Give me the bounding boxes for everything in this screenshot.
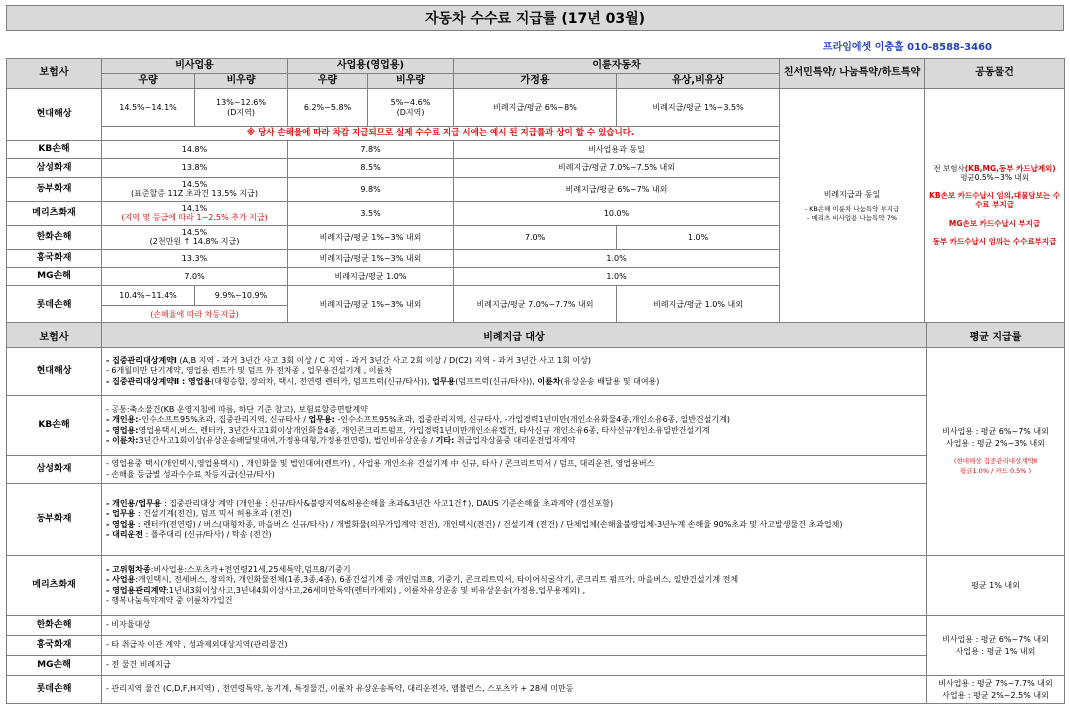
- header-avg: 평균 지급률: [927, 323, 1065, 348]
- target-label: - 집중관리대상계약Ⅱ : 영업용: [106, 376, 212, 386]
- table-row: [7, 348, 1065, 396]
- rate-value: 14.5%: [181, 179, 208, 189]
- rate-note: (표준할증 11Z 초과건 13.5% 지급): [130, 189, 259, 199]
- target-text: 3년간사고1회이상(유상운송배달및대여,가정용대형,가정용전연령), 법인비유상운송 /: [138, 435, 436, 445]
- target-text: (A,B 지역 - 과거 3년간 사고 3회 이상 / C 지역 - 과거 3년간 사고 2회 이상 / D(C2) 지역 - 과거 3년간 사고 1회 이상): [176, 355, 592, 365]
- target-line: [106, 426, 922, 436]
- joint-text: 전 보험사: [933, 164, 965, 174]
- rate-note: (손해율에 따라 차등지급): [102, 306, 288, 324]
- special-text: 비례지급과 동일: [823, 190, 881, 200]
- rate-cell: 1.0%: [454, 249, 780, 267]
- header-biz-own: 우량: [288, 74, 368, 89]
- rate-cell: [102, 201, 288, 225]
- insurer-name: 메리츠화재: [7, 201, 102, 225]
- target-label: - 업무용: [106, 509, 136, 519]
- special-note: - 메리츠 비사업용 나눔특약 7%: [807, 213, 898, 222]
- insurer-name: 현대해상: [7, 89, 102, 141]
- header-biz-nonown: 비우량: [368, 74, 454, 89]
- joint-line: [927, 165, 1062, 182]
- rate-cell: 9.8%: [288, 177, 454, 201]
- rate-value: 14.1%: [181, 203, 208, 213]
- target-text: :비사업용:스포츠카+전연령21세,25세특약,덤프8/기중기: [150, 564, 351, 574]
- header-insurer: 보험사: [7, 323, 102, 348]
- joint-line: KB손보 카드수납시 임의,대물담보는 수수료 부지급: [929, 191, 1060, 210]
- table-row: [7, 556, 1065, 616]
- rate-cell: [102, 177, 288, 201]
- table-row: [7, 636, 1065, 656]
- rate-cell: 1.0%: [617, 225, 780, 249]
- rate-cell: 10.4%~11.4%: [102, 286, 195, 306]
- target-label: - 영업용관리계약: [106, 585, 167, 595]
- insurer-name: 동부화재: [7, 177, 102, 201]
- header-insurer: 보험사: [7, 59, 102, 89]
- rate-cell: [368, 89, 454, 127]
- table-row: [7, 656, 1065, 676]
- avg-text: 비사업용 : 평균 7%~7.7% 내외: [938, 678, 1053, 688]
- insurer-name: 롯데손해: [7, 286, 102, 324]
- rate-cell: [102, 225, 288, 249]
- rate-cell: 비례지급/평균 6%~7% 내외: [454, 177, 780, 201]
- target-line: [106, 509, 922, 519]
- target-text: (유상운송 배달용 및 대여용): [560, 376, 660, 386]
- rate-cell: 13.8%: [102, 159, 288, 177]
- rate-cell: 9.9%~10.9%: [195, 286, 288, 306]
- target-text: 영업용택시,버스, 렌터카, 3년간사고1회이상개인화물4종, 개인콘크리트펌프, 가입경력1년미만개인소유캡건, 타사신규 개인소유6종, 타사신규개인소유일반건설기계: [138, 425, 710, 435]
- rate-note: (D지역): [396, 107, 425, 117]
- insurer-name: 한화손해: [7, 616, 102, 636]
- target-line: - 행복나눔특약계약 중 이륜차가입건: [106, 595, 233, 605]
- rate-cell: 1.0%: [454, 267, 780, 285]
- rate-cell: 6.2%~5.8%: [288, 89, 368, 127]
- insurer-name: 메리츠화재: [7, 556, 102, 616]
- rate-cell: 비례지급/평균 1.0%: [288, 267, 454, 285]
- target-text: -인수소프트95%초과, 집중관리지역, 신규타사 /: [138, 415, 309, 425]
- target-label: - 개인용:: [106, 415, 139, 425]
- target-label: - 대리운전: [106, 529, 144, 539]
- insurer-name: 흥국화재: [7, 636, 102, 656]
- insurer-name: KB손해: [7, 141, 102, 159]
- target-label: 기타:: [435, 435, 455, 445]
- rate-value: 14.5%: [181, 227, 208, 237]
- table-row: [7, 396, 1065, 456]
- header-home: 가정용: [454, 74, 617, 89]
- insurer-name: 현대해상: [7, 348, 102, 396]
- target-label: 업무용: [432, 376, 456, 386]
- target-label: - 영업용:: [106, 425, 139, 435]
- rate-cell: 7.8%: [288, 141, 454, 159]
- avg-text: 사업용 : 평균 1% 내외: [955, 646, 1036, 656]
- contact-info: 프라임에셋 이충흘 010-8588-3460: [822, 42, 992, 53]
- target-text: :1년내3회이상사고,3년내4회이상사고,26세미만특약(렌터카제외) , 이륜차유상운송 및 비유상운송(가정용,업무용제외) ,: [166, 585, 586, 595]
- insurer-name: 롯데손해: [7, 676, 102, 704]
- target-line: - 공통:축소물건(KB 운영지침에 따름, 하단 기준 참고), 보험료할증면탈계약: [106, 404, 368, 414]
- rate-cell: 13.3%: [102, 249, 288, 267]
- target-line: [106, 415, 922, 425]
- insurer-name: KB손해: [7, 396, 102, 456]
- rate-cell: 비례지급/평균 1%~3% 내외: [288, 225, 454, 249]
- joint-text: 평균0.5%~3% 내외: [960, 172, 1029, 182]
- target-line: [106, 436, 922, 446]
- avg-note-text: 평균1.0% / 카드 0.5% ): [959, 467, 1032, 476]
- special-notes: [782, 205, 922, 222]
- rate-value: 13%~12.6%: [216, 98, 266, 108]
- rate-cell: 비사업용과 동일: [454, 141, 780, 159]
- target-cell: - 관리지역 물건 (C,D,F,H지역) , 전연령특약, 농기계, 특정물건, 이륜차 유상운송특약, 대리운전자, 앰뷸런스, 스포츠카 + 28세 미만등: [102, 676, 927, 704]
- joint-text-red: (KB,MG,동부 카드납제외): [964, 164, 1056, 174]
- target-cell: [102, 396, 927, 456]
- header-target: 비례지급 대상: [102, 323, 927, 348]
- target-cell: [102, 556, 927, 616]
- joint-line: MG손보 카드수납시 부지급: [948, 218, 1041, 228]
- target-label: - 사업용: [106, 575, 136, 585]
- target-text: (덤프트럭(신규/타사)),: [455, 376, 538, 386]
- target-line: - 손해율 등급별 성과수수료 차등지급(신규/타사): [106, 469, 275, 479]
- target-cell: - 타 취급자 이관 계약 , 성과제외대상지역(관리물건): [102, 636, 927, 656]
- target-text: : 집중관리대상 계약 (개인용 : 신규/타사&불량지역&허용손해율 초과&3년간 사고1건↑), DAUS 기준손해율 초과계약 (갱신포함): [161, 498, 614, 508]
- avg-text: 사업용 : 평균 2%~3% 내외: [945, 438, 1046, 448]
- rate-cell: [195, 89, 288, 127]
- rate-value: 5%~4.6%: [390, 98, 431, 108]
- rate-note: (지역 및 등급에 따라 1~2.5% 추가 지급): [121, 213, 268, 223]
- avg-note: [931, 457, 1060, 477]
- target-text: : 건설기계(전건), 덤프 믹서 허용초과 (전건): [135, 509, 292, 519]
- avg-cell: [927, 676, 1065, 704]
- table-row: [7, 676, 1065, 704]
- header-joint: 공동물건: [925, 59, 1065, 89]
- target-line: [106, 565, 922, 575]
- table-row: [7, 616, 1065, 636]
- target-text: : 플주대리 (신규/타사) / 탁송 (전건): [143, 529, 272, 539]
- target-line: [106, 356, 922, 366]
- joint-cell: [925, 89, 1065, 324]
- target-line: [106, 499, 922, 509]
- insurer-name: 동부화재: [7, 484, 102, 556]
- header-paid: 유상,비유상: [617, 74, 780, 89]
- rate-cell: 7.0%: [102, 267, 288, 285]
- joint-line: 동부 카드수납시 임의는 수수료부지급: [932, 237, 1057, 247]
- rate-cell: 14.5%~14.1%: [102, 89, 195, 127]
- page-title: [6, 5, 1064, 31]
- target-text: (대형승합, 장의차, 택시, 전연령 렌터카, 덤프트럭(신규/타사)),: [211, 376, 433, 386]
- avg-note-text: (현대해상 집중관리대상계약Ⅱ: [953, 457, 1038, 466]
- target-label: - 이륜차:: [106, 435, 139, 445]
- notice-text: ※ 당사 손해율에 따라 차감 지급되므로 실제 수수료 지급 시에는 예시 된 지급률과 상이 할 수 있습니다.: [102, 127, 780, 141]
- rate-cell: 비례지급/평균 7.0%~7.5% 내외: [454, 159, 780, 177]
- rate-cell: 비례지급/평균 1.0% 내외: [617, 286, 780, 324]
- target-label: - 고위험차종: [106, 564, 151, 574]
- rate-cell: 비례지급/평균 1%~3% 내외: [288, 249, 454, 267]
- insurer-name: 삼성화재: [7, 159, 102, 177]
- rate-note: (D지역): [227, 107, 255, 117]
- header-nonbiz: 비사업용: [102, 59, 288, 74]
- target-cell: [102, 456, 927, 484]
- table-row: [7, 456, 1065, 484]
- rate-cell: 비례지급/평균 1%~3% 내외: [288, 286, 454, 324]
- rate-cell: 14.8%: [102, 141, 288, 159]
- target-label: - 영업용: [106, 519, 136, 529]
- rate-cell: 10.0%: [454, 201, 780, 225]
- insurer-name: MG손해: [7, 267, 102, 285]
- avg-cell: 평균 1% 내외: [927, 556, 1065, 616]
- target-text: :개인택시, 전세버스, 장의차, 개인화물전체(1종,3종,4종), 6종건설기계 중 개인덤프8, 기중기, 콘크리트믹서, 타이어식굴삭기, 콘크리트 펌프카, 마을버스, 일반건설기계 전체: [135, 575, 739, 585]
- table-row: [7, 89, 1065, 127]
- header-two-wheel: 이륜자동차: [454, 59, 780, 74]
- target-label: - 개인용/업무용: [106, 498, 162, 508]
- target-cell: [102, 348, 927, 396]
- target-line: [106, 586, 922, 596]
- header-biz: 사업용(영업용): [288, 59, 454, 74]
- proportional-payment-table: [6, 322, 1065, 704]
- target-text: 취급업자상품중 대리운전업자계약: [454, 435, 576, 445]
- page-title-text: 자동차 수수료 지급률 (17년 03월): [424, 11, 646, 27]
- target-line: [106, 575, 922, 585]
- rate-cell: 8.5%: [288, 159, 454, 177]
- target-line: [106, 377, 922, 387]
- header-nonown: 비우량: [195, 74, 288, 89]
- avg-text: 비사업용 : 평균 6%~7% 내외: [942, 427, 1049, 437]
- avg-text: 사업용 : 평균 2%~2.5% 내외: [942, 690, 1049, 700]
- target-label: 이륜차: [537, 376, 561, 386]
- target-cell: - 비자율대상: [102, 616, 927, 636]
- rate-cell: 7.0%: [454, 225, 617, 249]
- insurer-name: 한화손해: [7, 225, 102, 249]
- target-line: [106, 530, 922, 540]
- table-row: [7, 484, 1065, 556]
- rate-cell: 3.5%: [288, 201, 454, 225]
- insurer-name: 삼성화재: [7, 456, 102, 484]
- special-note: - KB손해 이륜차 나눔특약 부지급: [804, 205, 900, 214]
- target-label: - 집중관리대상계약Ⅰ: [106, 355, 177, 365]
- insurer-name: 흥국화재: [7, 249, 102, 267]
- rate-cell: 비례지급/평균 6%~8%: [454, 89, 617, 127]
- rate-cell: 비례지급/평균 7.0%~7.7% 내외: [454, 286, 617, 324]
- target-text: : 렌터카(전연령) / 버스(대형차종, 마을버스 신규/타사) / 개별화물(의무가입계약 전건), 개인택시(전건) / 건설기계 (전건) / 단체업체(손해율불량업체-3년누계 손해율 90%초과 및 사고발생물건 초과업체): [135, 519, 843, 529]
- target-line: [106, 520, 922, 530]
- avg-text: 비사업용 : 평균 6%~7% 내외: [942, 634, 1049, 644]
- special-cell: [780, 89, 925, 324]
- rate-cell: 비례지급/평균 1%~3.5%: [617, 89, 780, 127]
- commission-rate-table: [6, 58, 1065, 324]
- target-line: - 6개월미만 단기계약, 영업용 렌트카 및 덤프 外 전차종 , 업무용건설기계 , 이륜차: [106, 366, 392, 376]
- insurer-name: MG손해: [7, 656, 102, 676]
- target-label: 업무용:: [308, 415, 335, 425]
- target-line: - 영업용중 택시(개인택시,영업용택시) , 개인화물 및 법인대여(렌트카) , 사업용 개인소유 건설기계 中 신규, 타사 / 콘크리트믹서 / 덤프, 대리운전, 영업용버스: [106, 459, 655, 469]
- target-cell: - 전 물건 비례지급: [102, 656, 927, 676]
- target-cell: [102, 484, 927, 556]
- header-special: 친서민특약/ 나눔특약/하트특약: [780, 59, 925, 89]
- rate-note: (2천만원 ↑ 14.8% 지급): [149, 237, 240, 247]
- target-text: -인수소프트95%초과, 집중관리지역, 신규타사, -가입경력1년미만(개인소유화물4종,개인소유6종, 일반건설기계): [334, 415, 730, 425]
- header-own: 우량: [102, 74, 195, 89]
- avg-cell: [927, 616, 1065, 676]
- avg-cell: [927, 348, 1065, 556]
